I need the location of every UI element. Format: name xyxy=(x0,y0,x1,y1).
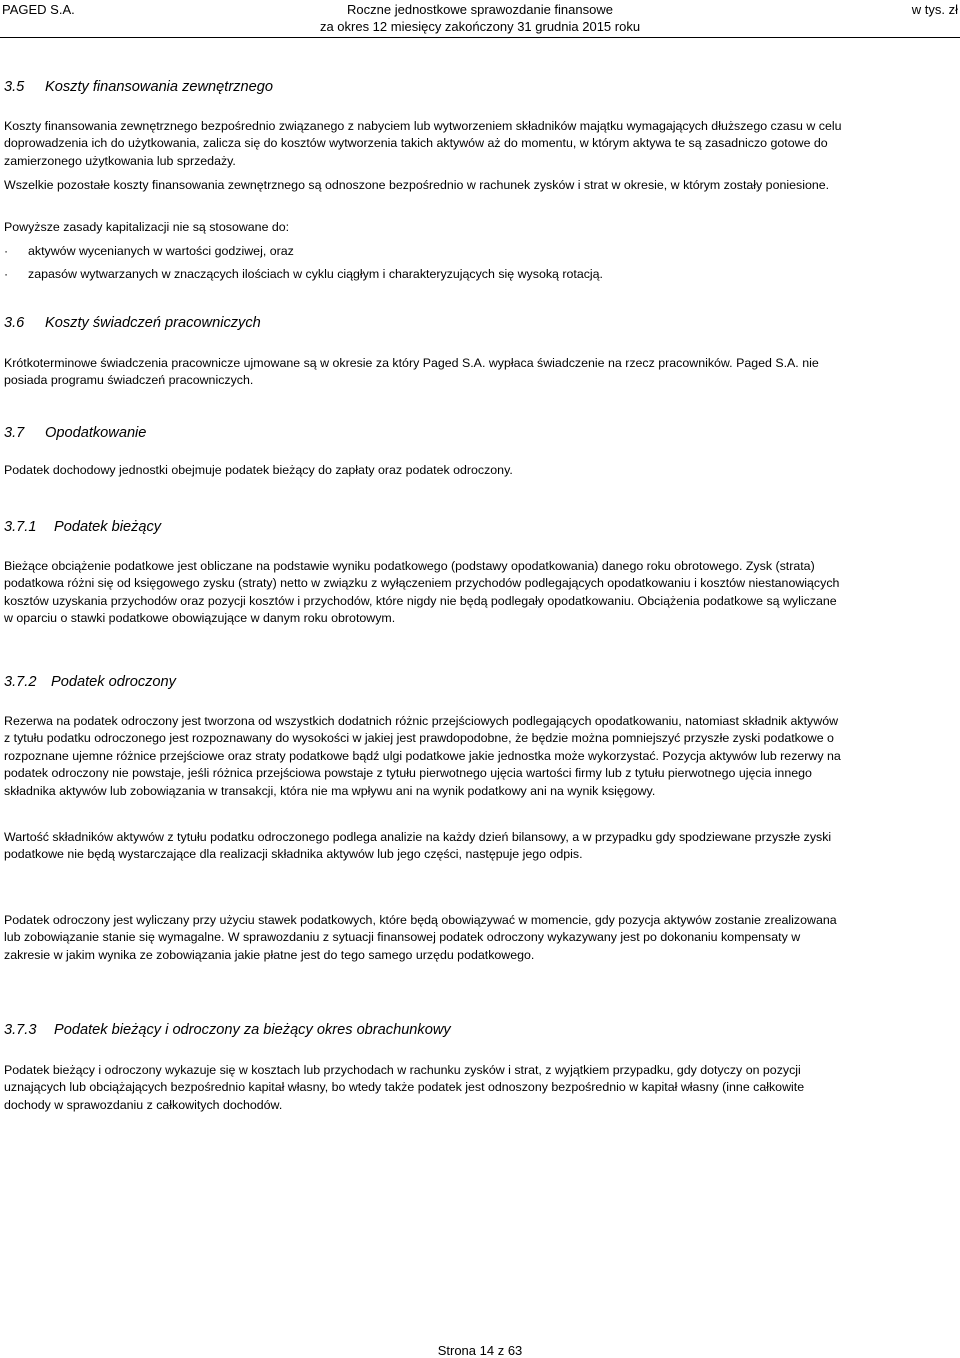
page-header xyxy=(0,0,960,36)
list-item xyxy=(4,266,603,283)
bullet-mark: · xyxy=(4,244,9,258)
section-number: 3.7.3 xyxy=(4,1022,37,1038)
paragraph: Bieżące obciążenie podatkowe jest obliczane na podstawie wyniku podatkowego (podstawy opodatkowania) danego roku obrotowego. Zysk (strata) podatkowa różni się od księgowego zysku (straty) netto w związku z wyłączeniem przychodów podlegających opodatkowaniu i kosztów niestanowiących kosztów uzyskania przychodów oraz pozycji kosztów i przychodów, które nigdy nie będą podlegały opodatkowaniu. Obciążenia podatkowe są wyliczane w oparciu o stawki podatkowe obowiązujące w danym roku obrotowym. xyxy=(4,559,840,626)
section-heading-3-5 xyxy=(4,78,273,96)
report-title-line2: za okres 12 miesięcy zakończony 31 grudnia 2015 roku xyxy=(319,19,641,34)
list-item-text: aktywów wycenianych w wartości godziwej, oraz xyxy=(28,244,294,258)
section-title: Koszty świadczeń pracowniczych xyxy=(45,315,261,331)
section-number: 3.6 xyxy=(4,315,25,331)
paragraph: Podatek dochodowy jednostki obejmuje podatek bieżący do zapłaty oraz podatek odroczony. xyxy=(4,463,513,477)
report-title-line1: Roczne jednostkowe sprawozdanie finansowe xyxy=(347,2,613,17)
section-number: 3.7.2 xyxy=(4,674,37,690)
section-number: 3.5 xyxy=(4,79,25,95)
section-number: 3.7.1 xyxy=(4,519,37,535)
paragraph: Rezerwa na podatek odroczony jest tworzona od wszystkich dodatnich różnic przejściowych podlegających opodatkowaniu, natomiast składnik aktywów z tytułu podatku odroczonego jest rozpoznawany do wysokości w jakiej jest prawdopodobne, że będzie można pomniejszyć przyszłe zyski podatkowe o rozpoznane ujemne różnice przejściowe oraz straty podatkowe bądź ulgi podatkowe jakie jednostka może wykorzystać. Pozycja aktywów lub rezerwy na podatek odroczony nie powstaje, jeśli różnica przejściowa powstaje z tytułu pierwotnego ujęcia wartości firmy lub z tytułu pierwotnego ujęcia innego składnika aktywów lub zobowiązania w transakcji, która nie ma wpływu ani na wynik podatkowy ani na wynik księgowy. xyxy=(4,714,841,798)
page-number: Strona 14 z 63 xyxy=(437,1343,523,1358)
section-heading-3-7-1 xyxy=(4,518,161,536)
section-heading-3-7-2 xyxy=(4,673,176,691)
list-item-text: zapasów wytwarzanych w znaczących ilościach w cyklu ciągłym i charakteryzujących się wysoką rotacją. xyxy=(28,267,603,281)
section-title: Podatek bieżący xyxy=(54,519,162,535)
section-heading-3-7 xyxy=(4,424,146,442)
bullet-mark: · xyxy=(4,267,9,281)
header-divider xyxy=(0,37,960,38)
paragraph: Krótkoterminowe świadczenia pracownicze ujmowane są w okresie za który Paged S.A. wypłaca świadczenie na rzecz pracowników. Paged S.A. nie posiada programu świadczeń pracowniczych. xyxy=(4,356,819,388)
paragraph: Powyższe zasady kapitalizacji nie są stosowane do: xyxy=(4,220,290,234)
paragraph: Wartość składników aktywów z tytułu podatku odroczonego podlega analizie na każdy dzień bilansowy, a w przypadku gdy spodziewane przyszłe zyski podatkowe nie będą wystarczające dla realizacji składnika aktywów lub jego części, następuje jego odpis. xyxy=(4,830,832,862)
paragraph: Wszelkie pozostałe koszty finansowania zewnętrznego są odnoszone bezpośrednio w rachunek zysków i strat w okresie, w którym zostały poniesione. xyxy=(4,178,830,192)
section-heading-3-6 xyxy=(4,314,261,332)
paragraph: Podatek bieżący i odroczony wykazuje się w kosztach lub przychodach w rachunku zysków i strat, z wyjątkiem przypadku, gdy dotyczy on pozycji uznających lub obciążających bezpośrednio kapitał własny, bo wtedy także podatek jest odnoszony bezpośrednio w kapitał własny (inne całkowite dochody w sprawozdaniu z całkowitych dochodów. xyxy=(4,1063,805,1112)
section-number: 3.7 xyxy=(4,425,25,441)
section-title: Podatek odroczony xyxy=(51,674,176,690)
section-title: Opodatkowanie xyxy=(45,425,147,441)
section-heading-3-7-3 xyxy=(4,1021,451,1039)
paragraph: Podatek odroczony jest wyliczany przy użyciu stawek podatkowych, które będą obowiązywać w momencie, gdy pozycja aktywów zostanie zrealizowana lub zobowiązanie stanie się wymagalne. W sprawozdaniu z sytuacji finansowej podatek odroczony wykazywany jest po dokonaniu kompensaty w zakresie w jakim wynika ze zobowiązania jakie płatne jest do tego samego urzędu podatkowego. xyxy=(4,913,837,962)
section-title: Podatek bieżący i odroczony za bieżący okres obrachunkowy xyxy=(54,1022,451,1038)
section-title: Koszty finansowania zewnętrznego xyxy=(45,79,273,95)
list-item xyxy=(4,243,294,260)
currency-unit: w tys. zł xyxy=(911,2,958,17)
report-title xyxy=(0,1,960,35)
paragraph: Koszty finansowania zewnętrznego bezpośrednio związanego z nabyciem lub wytworzeniem składników majątku wymagających dłuższego czasu w celu doprowadzenia ich do użytkowania, zalicza się do kosztów wytworzenia takich aktywów aż do momentu, w którym aktywa te są zasadniczo gotowe do zamierzonego użytkowania lub sprzedaży. xyxy=(4,119,842,168)
company-name: PAGED S.A. xyxy=(2,2,75,17)
